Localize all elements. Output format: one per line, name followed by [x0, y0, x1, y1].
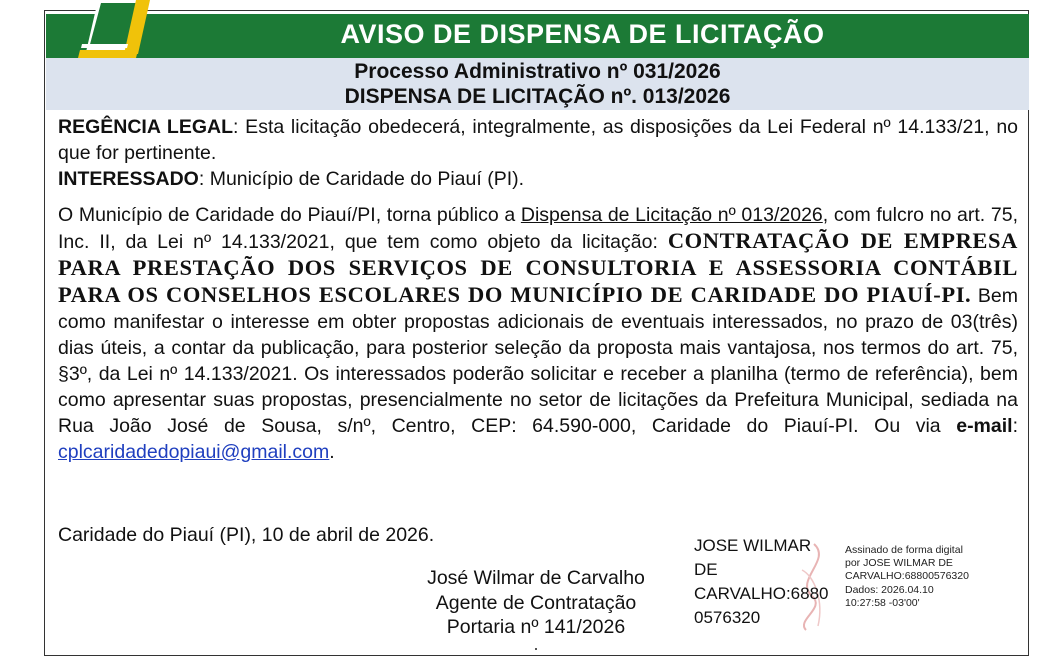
main-text-rest: Bem como manifestar o interesse em obter propostas adicionais de eventuais interessados, no prazo de 03(três) dias úteis, a contar da publicação, para posterior seleção da proposta mais vantajosa, nos termos do art. 75, §3º, da Lei nº 14.133/2021. Os interessados poderão solicitar e receber a planilha (termo de referência), bem como apresentar suas propostas, presencialmente no setor de licitações da Prefeitura Municipal, sediada na Rua João José de Sousa, s/nº, Centro, CEP: 64.590-000, Caridade do Piauí-PI. Ou via: [58, 285, 1018, 437]
main-paragraph: [58, 202, 1018, 465]
main-text-end: .: [329, 441, 335, 463]
signer-name-line: CARVALHO:6880: [694, 584, 829, 603]
signer-name-line: DE: [694, 560, 718, 579]
main-text-start: O Município de Caridade do Piauí/PI, torna público a: [58, 204, 521, 226]
main-text-mid: , com fulcro no art. 75, Inc. II, da Lei nº 14.133/2021, que tem como objeto da licitação:: [58, 204, 1018, 253]
signatory-name: José Wilmar de Carvalho: [427, 567, 645, 589]
notice-title: AVISO DE DISPENSA DE LICITAÇÃO: [340, 19, 825, 49]
signature-info-line: CARVALHO:68800576320: [845, 570, 969, 583]
regencia-label: REGÊNCIA LEGAL: [58, 116, 234, 138]
process-subheader: [46, 58, 1029, 110]
regencia-paragraph: [58, 114, 1018, 166]
footer-dot: [535, 648, 537, 650]
green-yellow-folder-logo-icon: [76, 0, 166, 58]
signature-info-line: por JOSE WILMAR DE: [845, 557, 953, 570]
signature-info-line: Dados: 2026.04.10: [845, 583, 934, 596]
email-separator: :: [1012, 415, 1018, 437]
signer-name-line: JOSE WILMAR: [694, 536, 812, 555]
process-number: Processo Administrativo nº 031/2026: [354, 60, 721, 83]
email-label: e-mail: [956, 415, 1013, 437]
regencia-text: : Esta licitação obedecerá, integralmente, as disposições da Lei Federal nº 14.133/21, no que for pertinente.: [58, 116, 1019, 164]
signer-name-line: 0576320: [694, 608, 761, 627]
email-link[interactable]: cplcaridadedopiaui@gmail.com: [58, 441, 330, 463]
notice-body: [58, 114, 1018, 465]
interessado-paragraph: [58, 166, 1018, 192]
signatory-block: [388, 566, 684, 640]
digital-signer-name: [694, 534, 844, 630]
interessado-text: : Município de Caridade do Piauí (PI).: [198, 168, 525, 190]
notice-header: [46, 14, 1029, 58]
interessado-label: INTERESSADO: [58, 168, 199, 190]
signature-info-line: 10:27:58 -03'00': [845, 596, 920, 609]
signatory-role: Agente de Contratação: [435, 591, 637, 614]
date-line: Caridade do Piauí (PI), 10 de abril de 2026.: [58, 524, 435, 546]
dispensa-reference: Dispensa de Licitação nº 013/2026: [520, 204, 823, 226]
contract-object: CONTRATAÇÃO DE EMPRESA PARA PRESTAÇÃO DOS SERVIÇOS DE CONSULTORIA E ASSESSORIA CONTÁBIL PARA OS CONSELHOS ESCOLARES DO MUNICÍPIO DE CARIDADE DO PIAUÍ-PI.: [58, 228, 1018, 307]
digital-signature-info: [845, 544, 1015, 610]
signatory-portaria: Portaria nº 141/2026: [446, 616, 626, 638]
dispensa-number: DISPENSA DE LICITAÇÃO nº. 013/2026: [344, 85, 731, 108]
signature-info-line: Assinado de forma digital: [845, 544, 963, 556]
